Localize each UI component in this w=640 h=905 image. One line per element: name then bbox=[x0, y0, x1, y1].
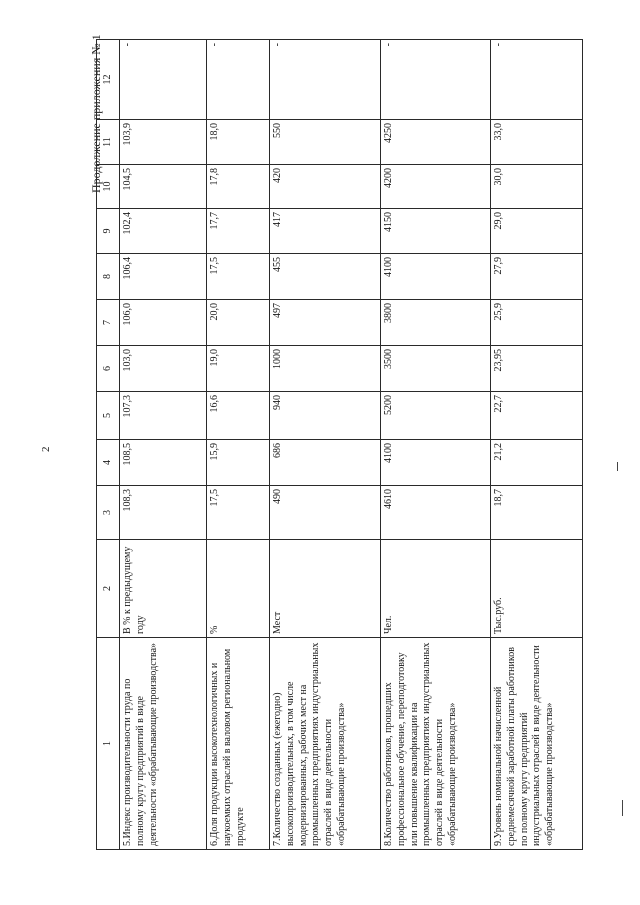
indicator-name: 6.Доля продукции высокотехнологичных и наукоемких отраслей в валовом региональном продукте bbox=[207, 638, 270, 850]
value-cell: 104,5 bbox=[120, 165, 207, 209]
column-header: 7 bbox=[97, 300, 120, 346]
value-cell: - bbox=[120, 40, 207, 120]
unit-cell: % bbox=[207, 540, 270, 638]
value-cell: 4150 bbox=[381, 209, 491, 254]
value-cell: 455 bbox=[270, 254, 381, 300]
value-cell: 18,7 bbox=[491, 486, 583, 540]
table-row bbox=[120, 40, 207, 850]
value-cell: 29,0 bbox=[491, 209, 583, 254]
value-cell: 3500 bbox=[381, 346, 491, 392]
value-cell: 17,8 bbox=[207, 165, 270, 209]
value-cell: 686 bbox=[270, 440, 381, 486]
value-cell: - bbox=[381, 40, 491, 120]
column-header: 1 bbox=[97, 638, 120, 850]
value-cell: 17,5 bbox=[207, 486, 270, 540]
column-header: 12 bbox=[97, 40, 120, 120]
value-cell: 420 bbox=[270, 165, 381, 209]
value-cell: 17,5 bbox=[207, 254, 270, 300]
value-cell: 940 bbox=[270, 392, 381, 440]
value-cell: 4100 bbox=[381, 254, 491, 300]
value-cell: 3800 bbox=[381, 300, 491, 346]
column-header: 4 bbox=[97, 440, 120, 486]
unit-cell: В % к предыдущему году bbox=[120, 540, 207, 638]
scan-mark bbox=[622, 800, 623, 816]
value-cell: 5200 bbox=[381, 392, 491, 440]
table-row bbox=[381, 40, 491, 850]
value-cell: 107,3 bbox=[120, 392, 207, 440]
column-header: 6 bbox=[97, 346, 120, 392]
indicator-name: 8.Количество работников, прошедших профессиональное обучение, переподготовку или повышение квалификации на промышленных предприятиях индустриальных отраслей в виде деятельности «обрабатывающие производства» bbox=[381, 638, 491, 850]
column-header: 10 bbox=[97, 165, 120, 209]
value-cell: 102,4 bbox=[120, 209, 207, 254]
value-cell: 33,0 bbox=[491, 120, 583, 165]
value-cell: 4200 bbox=[381, 165, 491, 209]
indicator-name: 7.Количество созданных (ежегодно) высокопроизводительных, в том числе модернизированных, рабочих мест на промышленных предприятиях индустриальных отраслей в виде деятельности «обрабатывающие производства» bbox=[270, 638, 381, 850]
table-row bbox=[270, 40, 381, 850]
value-cell: 103,0 bbox=[120, 346, 207, 392]
value-cell: 106,4 bbox=[120, 254, 207, 300]
value-cell: 25,9 bbox=[491, 300, 583, 346]
value-cell: 4610 bbox=[381, 486, 491, 540]
value-cell: 21,2 bbox=[491, 440, 583, 486]
value-cell: 417 bbox=[270, 209, 381, 254]
value-cell: 1000 bbox=[270, 346, 381, 392]
rotated-table-wrapper bbox=[96, 40, 579, 850]
indicators-table bbox=[96, 39, 583, 850]
indicator-name: 5.Индекс производительности труда по полному кругу предприятий в виде деятельности «обрабатывающие производства» bbox=[120, 638, 207, 850]
value-cell: 20,0 bbox=[207, 300, 270, 346]
value-cell: 18,0 bbox=[207, 120, 270, 165]
value-cell: 106,0 bbox=[120, 300, 207, 346]
value-cell: 497 bbox=[270, 300, 381, 346]
value-cell: 30,0 bbox=[491, 165, 583, 209]
column-header: 8 bbox=[97, 254, 120, 300]
value-cell: 22,7 bbox=[491, 392, 583, 440]
value-cell: 16,6 bbox=[207, 392, 270, 440]
column-header-row bbox=[97, 40, 120, 850]
scan-mark bbox=[617, 462, 618, 471]
value-cell: - bbox=[207, 40, 270, 120]
table-row bbox=[207, 40, 270, 850]
value-cell: 15,9 bbox=[207, 440, 270, 486]
unit-cell: Мест bbox=[270, 540, 381, 638]
value-cell: 108,3 bbox=[120, 486, 207, 540]
value-cell: 4250 bbox=[381, 120, 491, 165]
column-header: 3 bbox=[97, 486, 120, 540]
value-cell: - bbox=[491, 40, 583, 120]
column-header: 11 bbox=[97, 120, 120, 165]
value-cell: 108,5 bbox=[120, 440, 207, 486]
value-cell: 550 bbox=[270, 120, 381, 165]
value-cell: 17,7 bbox=[207, 209, 270, 254]
appendix-heading: Продолжение приложения № 1 bbox=[89, 34, 103, 193]
column-header: 2 bbox=[97, 540, 120, 638]
value-cell: 490 bbox=[270, 486, 381, 540]
value-cell: 103,9 bbox=[120, 120, 207, 165]
value-cell: - bbox=[270, 40, 381, 120]
value-cell: 19,0 bbox=[207, 346, 270, 392]
column-header: 9 bbox=[97, 209, 120, 254]
indicator-name: 9.Уровень номинальной начисленной среднемесячной заработной платы работников по полному кругу предприятий индустриальных отраслей в виде деятельности «обрабатывающие производства» bbox=[491, 638, 583, 850]
value-cell: 27,9 bbox=[491, 254, 583, 300]
value-cell: 4100 bbox=[381, 440, 491, 486]
unit-cell: Тыс.руб. bbox=[491, 540, 583, 638]
value-cell: 23,95 bbox=[491, 346, 583, 392]
page-number: 2 bbox=[40, 446, 52, 452]
column-header: 5 bbox=[97, 392, 120, 440]
unit-cell: Чел. bbox=[381, 540, 491, 638]
table-row bbox=[491, 40, 583, 850]
